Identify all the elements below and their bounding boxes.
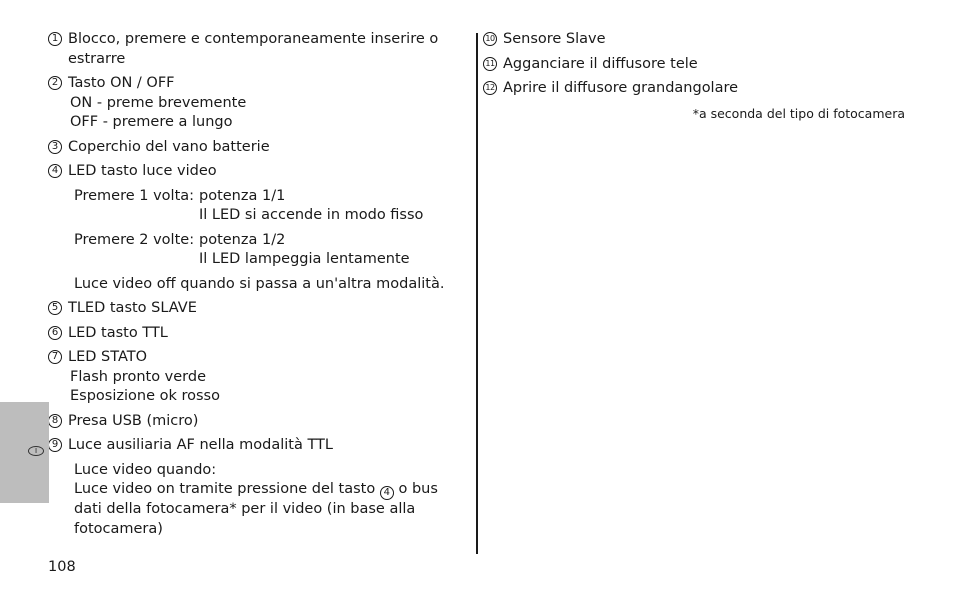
mode-label: Premere 1 volta: [74, 187, 195, 204]
list-item-5 [48, 299, 463, 319]
item-text: Aprire il diffusore grandangolare [503, 80, 739, 96]
item-number-badge: 3 [48, 140, 62, 154]
column-divider [476, 33, 478, 554]
left-column [48, 30, 463, 544]
video-light-mode-2 [48, 231, 463, 270]
item-number-badge: 2 [48, 76, 62, 90]
right-column [483, 30, 908, 123]
list-item-7 [48, 348, 463, 407]
item-detail-line: Esposizione ok rosso [70, 388, 220, 404]
item-text: Agganciare il diffusore tele [503, 55, 698, 72]
conditions-text-end: o bus dati della fotocamera* per il video (in base alla fotocamera) [74, 481, 438, 537]
inline-number-badge: 4 [380, 486, 394, 500]
list-item-6 [48, 324, 463, 344]
item-number-badge: 1 [48, 32, 62, 46]
item-number-badge: 6 [48, 326, 62, 340]
item-number-badge: 4 [48, 164, 62, 178]
list-item-12 [483, 79, 908, 99]
item-number-badge: 10 [483, 32, 497, 46]
item-text: Coperchio del vano batterie [68, 138, 270, 155]
conditions-text-start: Luce video on tramite pressione del tasto [74, 481, 376, 497]
item-number-badge: 5 [48, 301, 62, 315]
conditions-heading: Luce video quando: [74, 461, 217, 478]
item-text: Presa USB (micro) [68, 412, 199, 429]
mode-label: Premere 2 volte: [74, 231, 195, 248]
item-text: Luce ausiliaria AF nella modalità TTL [68, 437, 333, 453]
item-text: LED tasto luce video [68, 163, 217, 179]
mode-value: potenza 1/1 [199, 187, 286, 204]
list-item-4 [48, 162, 463, 182]
item-text: TLED tasto SLAVE [68, 300, 197, 316]
list-item-3 [48, 138, 463, 158]
list-item-10 [483, 30, 908, 50]
item-text: Sensore Slave [503, 31, 606, 47]
mode-value: potenza 1/2 [199, 231, 286, 248]
language-badge: I [28, 446, 44, 456]
item-text: LED tasto TTL [68, 324, 168, 341]
item-number-badge: 12 [483, 81, 497, 95]
list-item-9 [48, 436, 463, 456]
list-item-8 [48, 412, 463, 432]
list-item-2 [48, 74, 463, 133]
video-light-mode-1 [48, 187, 463, 226]
item-detail-line: ON - preme brevemente [70, 94, 247, 111]
footnote: *a seconda del tipo di fotocamera [692, 105, 905, 121]
item-text: Blocco, premere e contemporaneamente inserire o estrarre [68, 31, 439, 67]
item-text: Tasto ON / OFF [68, 75, 175, 91]
item-number-badge: 9 [48, 438, 62, 452]
item-number-badge: 7 [48, 350, 62, 364]
item-number-badge: 8 [48, 414, 62, 428]
video-light-conditions [48, 461, 463, 540]
item-text: LED STATO [68, 349, 148, 365]
list-item-11 [483, 55, 908, 75]
item-number-badge: 11 [483, 57, 497, 71]
page-number: 108 [48, 559, 76, 575]
video-light-note: Luce video off quando si passa a un'altra modalità. [74, 275, 445, 292]
list-item-1 [48, 30, 463, 69]
conditions-text [74, 480, 463, 539]
mode-detail: Il LED lampeggia lentamente [199, 251, 410, 267]
mode-detail: Il LED si accende in modo fisso [199, 207, 424, 223]
item-detail-line: OFF - premere a lungo [70, 114, 233, 130]
item-detail-line: Flash pronto verde [70, 368, 207, 385]
